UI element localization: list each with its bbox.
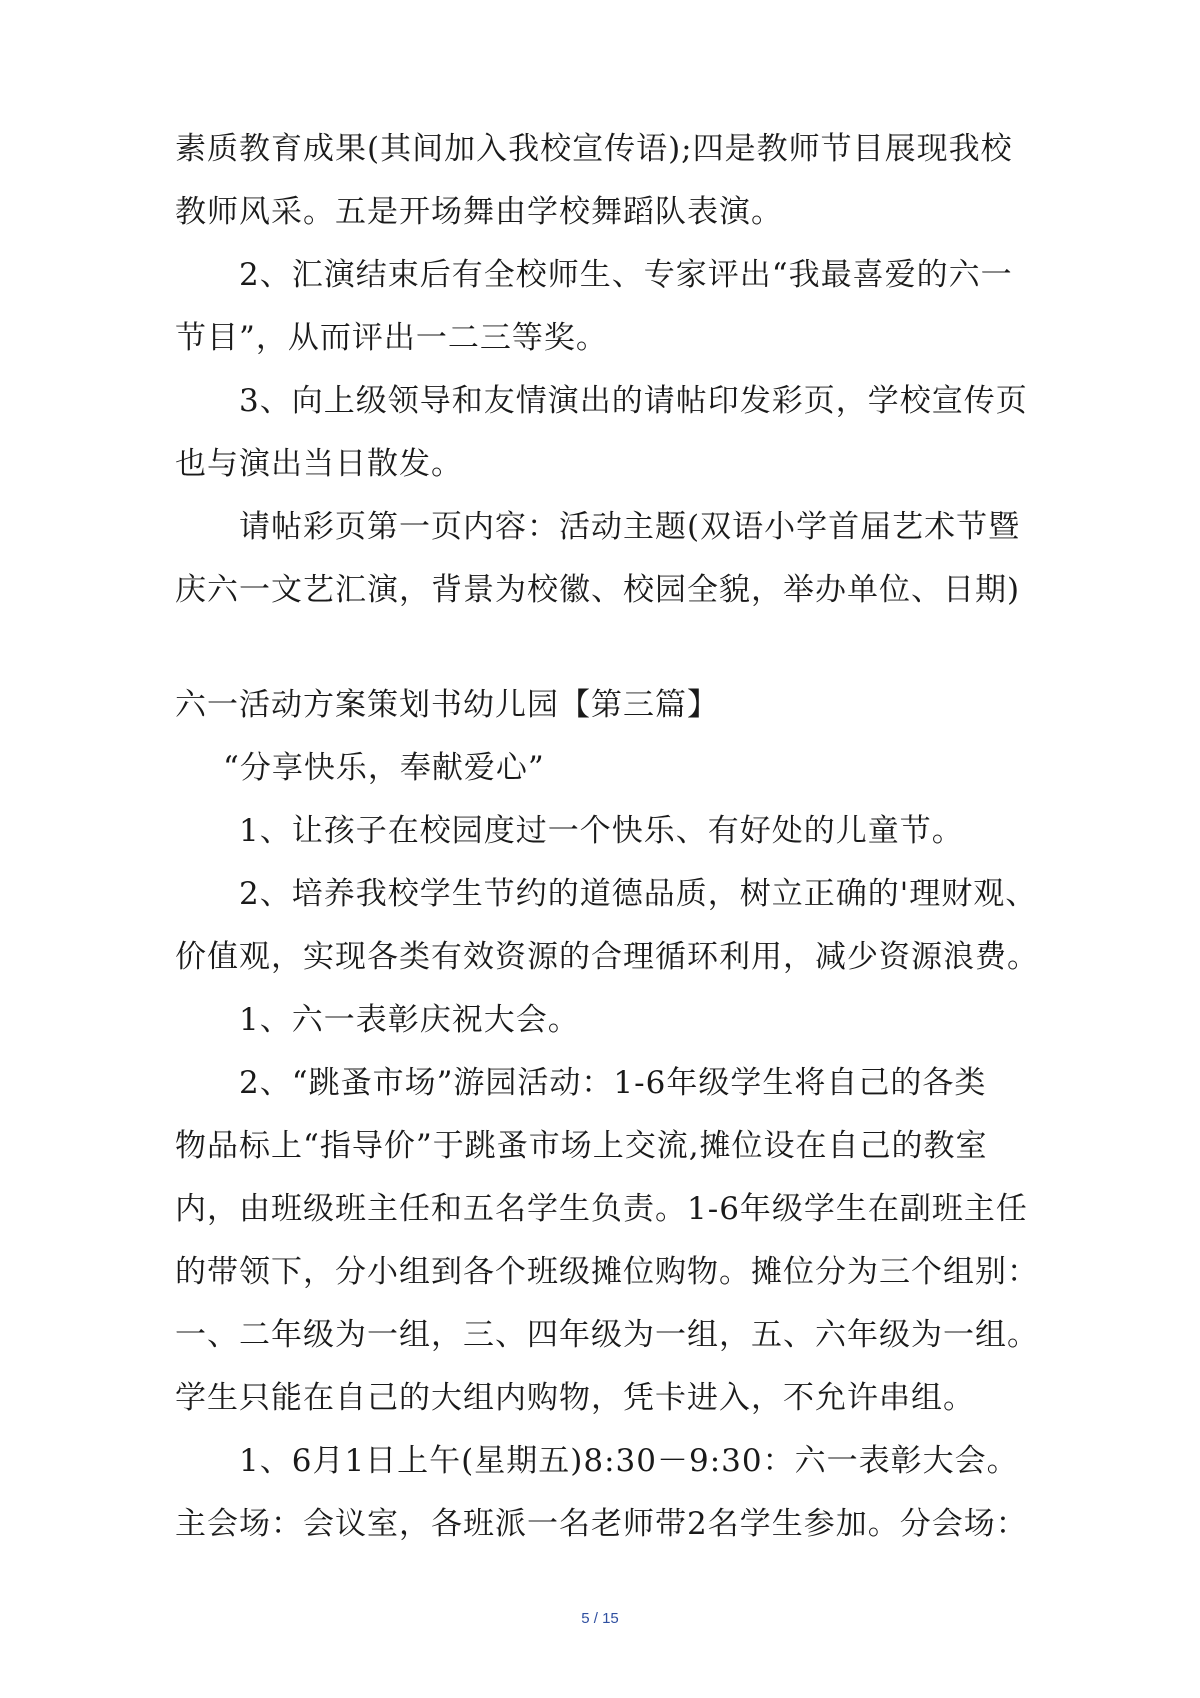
paragraph-line: 1、六一表彰庆祝大会。 — [239, 1002, 580, 1038]
section-gap — [175, 622, 1035, 674]
document-body — [175, 118, 1039, 1556]
paragraph-line: 物品标上“指导价”于跳蚤市场上交流,摊位设在自己的教室 — [175, 1128, 988, 1164]
section-title: 六一活动方案策划书幼儿园【第三篇】 — [175, 687, 719, 723]
paragraph-line: 3、向上级领导和友情演出的请帖印发彩页，学校宣传页 — [239, 383, 1028, 419]
paragraph-line: 庆六一文艺汇演，背景为校徽、校园全貌，举办单位、日期) — [175, 572, 1021, 608]
page-number: 5 / 15 — [581, 1610, 619, 1627]
paragraph-line: 也与演出当日散发。 — [175, 446, 463, 482]
paragraph-line: 2、培养我校学生节约的道德品质，树立正确的'理财观、 — [239, 876, 1038, 912]
paragraph-line: 1、6月1日上午(星期五)8:30－9:30：六一表彰大会。 — [239, 1443, 1019, 1479]
paragraph-line: 主会场：会议室，各班派一名老师带2名学生参加。分会场： — [175, 1506, 1028, 1542]
paragraph-line: 教师风采。五是开场舞由学校舞蹈队表演。 — [175, 194, 783, 230]
paragraph-line: 2、汇演结束后有全校师生、专家评出“我最喜爱的六一 — [239, 257, 1013, 293]
paragraph-line: 1、让孩子在校园度过一个快乐、有好处的儿童节。 — [239, 813, 964, 849]
paragraph-line: 内，由班级班主任和五名学生负责。1-6年级学生在副班主任 — [175, 1191, 1028, 1227]
paragraph-line: 请帖彩页第一页内容：活动主题(双语小学首届艺术节暨 — [239, 509, 1021, 545]
paragraph-line: 价值观，实现各类有效资源的合理循环利用，减少资源浪费。 — [175, 939, 1039, 975]
paragraph-line: 的带领下，分小组到各个班级摊位购物。摊位分为三个组别： — [175, 1254, 1039, 1290]
theme-line: “分享快乐，奉献爱心” — [223, 750, 545, 786]
paragraph-line: 素质教育成果(其间加入我校宣传语);四是教师节目展现我校 — [175, 131, 1013, 167]
paragraph-line: 2、“跳蚤市场”游园活动：1-6年级学生将自己的各类 — [239, 1065, 987, 1101]
paragraph-line: 节目”，从而评出一二三等奖。 — [175, 320, 608, 356]
paragraph-line: 学生只能在自己的大组内购物，凭卡进入，不允许串组。 — [175, 1380, 975, 1416]
paragraph-line: 一、二年级为一组，三、四年级为一组，五、六年级为一组。 — [175, 1317, 1039, 1353]
